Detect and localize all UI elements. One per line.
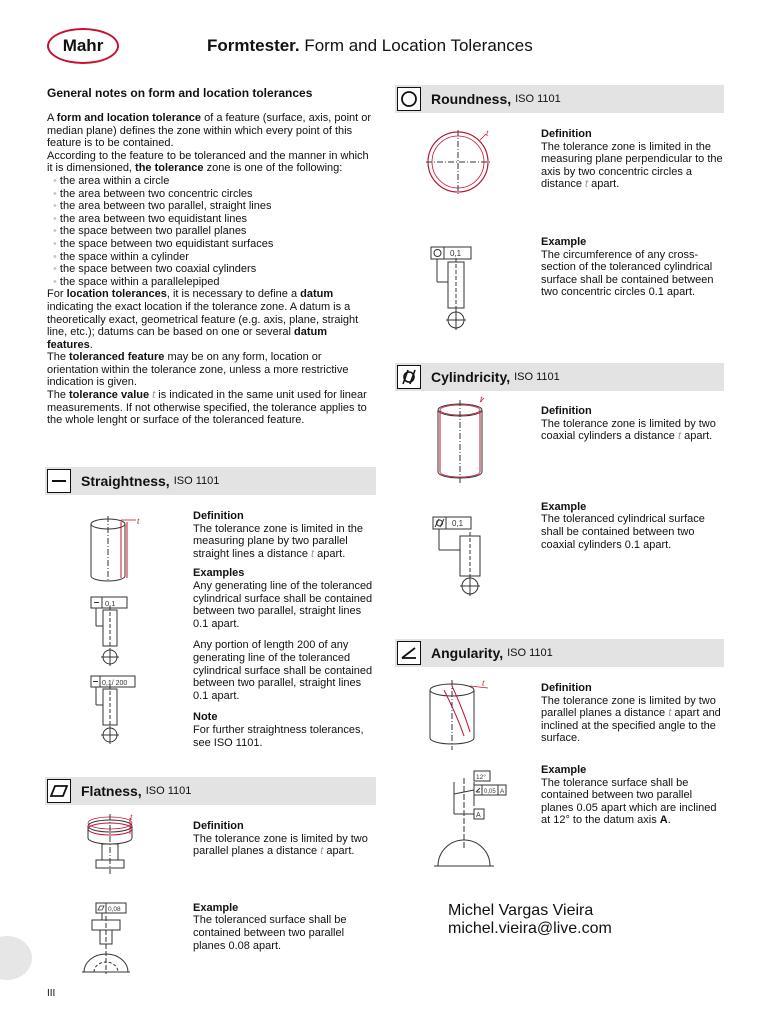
flatness-definition-figure [78, 812, 158, 876]
straightness-example1-figure [86, 594, 146, 666]
general-notes-heading: General notes on form and location tolerances [47, 86, 313, 100]
flatness-symbol-icon [47, 779, 71, 803]
cylindricity-section-header: Cylindricity, ISO 1101 [395, 363, 724, 391]
angularity-symbol-icon [397, 641, 421, 665]
intro-paragraph-5: The tolerance value t is indicated in the same unit used for linear measurements. If not otherwise specified, the tolerance applies to the whole lenght or surface of the toleranced feature. [47, 389, 367, 427]
author-email: michel.vieira@live.com [448, 920, 612, 937]
roundness-example-figure [428, 244, 492, 332]
roundness-text: Definition The tolerance zone is limited in the measuring plane perpendicular to the axis by two concentric circles a distance t apart. Example The circumference of any cross-section of the toleranced cylindrical surface shall be contained between two concentric circles 0.1 apart. [541, 128, 723, 299]
tolerance-frame-value: 0,1 [452, 519, 464, 528]
list-item: • the space within a cylinder [47, 251, 375, 264]
t-label: t [486, 128, 489, 138]
flatness-example-figure [80, 900, 144, 974]
cylindricity-symbol-icon [397, 365, 421, 389]
cylindricity-text: Definition The tolerance zone is limited by two coaxial cylinders a distance t apart. Example The toleranced cylindrical surface shall be contained between two coaxial cylinders 0.1 apart. [541, 405, 716, 551]
angularity-definition-figure [424, 678, 504, 752]
list-item: • the space within a parallelepiped [47, 276, 375, 289]
straightness-section-header: Straightness, ISO 1101 [45, 467, 376, 495]
list-item: • the space between two equidistant surfaces [47, 238, 375, 251]
list-item: • the area between two parallel, straight lines [47, 200, 375, 213]
flatness-section-header: Flatness, ISO 1101 [45, 777, 376, 805]
general-notes-body [47, 112, 375, 427]
t-label: t [137, 516, 140, 526]
intro-paragraph-1: A form and location tolerance of a feature (surface, axis, point or median plane) defines the zone within which every point of this feature is to be contained. [47, 112, 372, 150]
page-number: III [47, 988, 56, 999]
cylindricity-example-figure [430, 514, 494, 598]
tolerance-frame-value: 0,1 [450, 249, 462, 258]
angularity-text: Definition The tolerance zone is limited by two parallel planes a distance t apart and inclined at the specified angle to the surface. Example The tolerance surface shall be contained between two parallel planes 0.05 apart which are inclined at 12° to the datum axis A. [541, 682, 721, 827]
roundness-definition-figure [424, 128, 504, 196]
author-name: Michel Vargas Vieira [448, 902, 594, 919]
intro-paragraph-2: According to the feature to be toleranced and the manner in which it is dimensioned, the tolerance zone is one of the following: [47, 149, 369, 175]
logo-text: Mahr [62, 36, 104, 55]
datum-label: A [476, 812, 481, 819]
straightness-symbol-icon [47, 469, 71, 493]
page-title: Formtester. Form and Location Tolerances [207, 36, 533, 55]
t-label: t [480, 394, 483, 404]
list-item: • the area within a circle [47, 175, 375, 188]
page-edge-tab [0, 936, 32, 980]
intro-paragraph-3: For location tolerances, it is necessary to define a datum indicating the exact location if the tolerance zone. A datum is a theoretically exact, geometrical feature (e.g. axis, plane, straight line, etc.); datums can be based on one or several datum features. [47, 288, 359, 351]
flatness-text: Definition The tolerance zone is limited by two parallel planes a distance t apart. Example The toleranced surface shall be contained between two parallel planes 0.08 apart. [193, 820, 368, 952]
angle-value: 12° [476, 774, 486, 781]
straightness-definition-figure [80, 512, 160, 584]
author-signature [448, 902, 612, 938]
straightness-text: Definition The tolerance zone is limited in the measuring plane by two parallel straight lines a distance t apart. Examples Any generating line of the toleranced cylindrical surface shall be contained between two parallel, straight lines 0.1 apart. Any portion of length 200 of any generating line of the toleranced cylindrical surface shall be contained between two parallel, straight lines 0.1 apart. Note For further straightness tolerances, see ISO 1101. [193, 510, 373, 749]
tolerance-zone-list [47, 175, 375, 288]
list-item: • the area between two concentric circles [47, 188, 375, 201]
list-item: • the space between two parallel planes [47, 225, 375, 238]
t-label: t [482, 678, 485, 688]
list-item: • the area between two equidistant lines [47, 213, 375, 226]
datum-ref-value: A [500, 788, 505, 795]
tolerance-frame-value: 0,1 [105, 599, 116, 608]
tolerance-frame-value: 0,08 [108, 906, 121, 913]
tolerance-frame-value: 0,1/ 200 [102, 680, 128, 687]
list-item: • the space between two coaxial cylinders [47, 263, 375, 276]
roundness-section-header: Roundness, ISO 1101 [395, 85, 724, 113]
mahr-logo [47, 28, 119, 64]
roundness-symbol-icon [397, 87, 421, 111]
tolerance-frame-value: 0,05 [484, 789, 496, 795]
straightness-example2-figure [86, 673, 146, 747]
t-label: t [130, 812, 133, 822]
intro-paragraph-4: The toleranced feature may be on any form, location or orientation within the tolerance zone, unless a more restrictive indication is given. [47, 351, 349, 389]
angularity-section-header: Angularity, ISO 1101 [395, 639, 724, 667]
angularity-example-figure [420, 768, 520, 872]
cylindricity-definition-figure [428, 394, 508, 488]
